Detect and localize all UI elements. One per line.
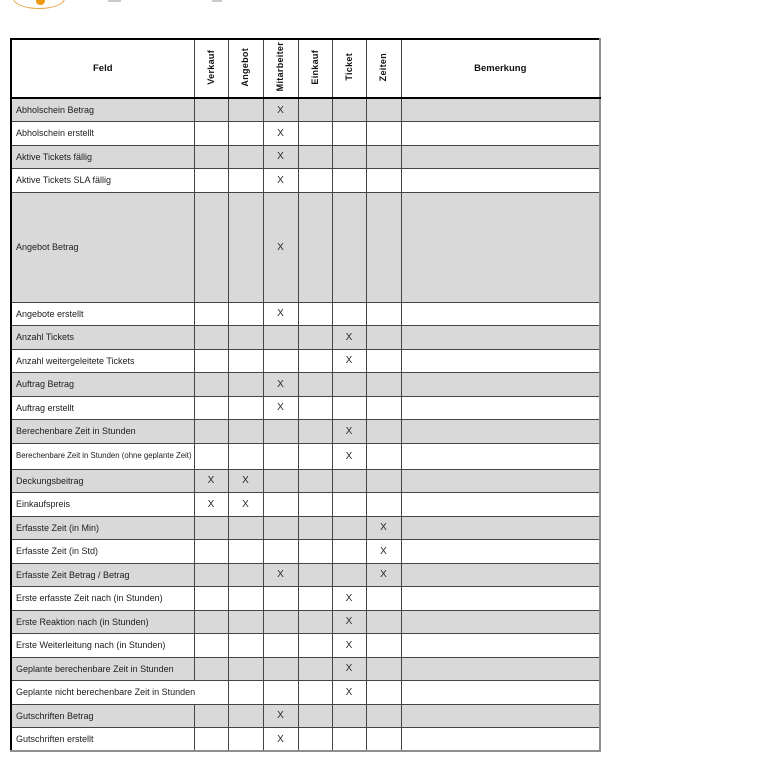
bemerkung-cell — [401, 302, 600, 326]
mark-cell-einkauf — [298, 704, 332, 728]
mark-cell-mitarbeiter — [263, 516, 298, 540]
field-name-cell: Erste Reaktion nach (in Stunden) — [11, 610, 194, 634]
bemerkung-cell — [401, 516, 600, 540]
mark-cell-zeiten — [366, 657, 401, 681]
table-row — [11, 493, 600, 517]
mark-cell-mitarbeiter: X — [263, 169, 298, 193]
bemerkung-cell — [401, 634, 600, 658]
mark-cell-einkauf — [298, 302, 332, 326]
table-row — [11, 540, 600, 564]
mark-cell-angebot — [228, 610, 263, 634]
mark-cell-einkauf — [298, 681, 332, 705]
mark-cell-einkauf — [298, 373, 332, 397]
mark-cell-mitarbeiter: X — [263, 302, 298, 326]
field-name-cell: Berechenbare Zeit in Stunden — [11, 420, 194, 444]
mark-cell-zeiten — [366, 704, 401, 728]
mark-cell-einkauf — [298, 634, 332, 658]
mark-cell-einkauf — [298, 443, 332, 469]
mark-cell-zeiten: X — [366, 540, 401, 564]
mark-cell-zeiten — [366, 169, 401, 193]
mark-cell-ticket — [332, 493, 366, 517]
mark-cell-zeiten — [366, 145, 401, 169]
mark-cell-zeiten — [366, 326, 401, 350]
bemerkung-cell — [401, 704, 600, 728]
mark-cell-mitarbeiter — [263, 443, 298, 469]
bemerkung-cell — [401, 610, 600, 634]
mark-cell-zeiten — [366, 396, 401, 420]
field-name-cell: Erfasste Zeit Betrag / Betrag — [11, 563, 194, 587]
mark-cell-zeiten — [366, 443, 401, 469]
bemerkung-cell — [401, 420, 600, 444]
mark-cell-verkauf — [194, 122, 228, 146]
table-row — [11, 563, 600, 587]
mark-cell-ticket — [332, 169, 366, 193]
mark-cell-einkauf — [298, 349, 332, 373]
mark-cell-zeiten — [366, 349, 401, 373]
mark-cell-verkauf — [194, 98, 228, 122]
field-name-cell: Angebote erstellt — [11, 302, 194, 326]
column-header-mitarbeiter — [263, 39, 298, 98]
mark-cell-verkauf — [194, 681, 228, 705]
mark-cell-zeiten — [366, 373, 401, 397]
table-row — [11, 516, 600, 540]
mark-cell-angebot — [228, 169, 263, 193]
mark-cell-mitarbeiter: X — [263, 563, 298, 587]
mark-cell-ticket: X — [332, 681, 366, 705]
mark-cell-ticket: X — [332, 326, 366, 350]
bemerkung-cell — [401, 122, 600, 146]
mark-cell-verkauf — [194, 540, 228, 564]
mark-cell-angebot — [228, 516, 263, 540]
bemerkung-cell — [401, 469, 600, 493]
mark-cell-einkauf — [298, 420, 332, 444]
mark-cell-ticket — [332, 302, 366, 326]
mark-cell-zeiten — [366, 302, 401, 326]
mark-cell-angebot — [228, 443, 263, 469]
mark-cell-verkauf — [194, 396, 228, 420]
mark-cell-ticket: X — [332, 349, 366, 373]
mark-cell-zeiten — [366, 420, 401, 444]
mark-cell-einkauf — [298, 657, 332, 681]
mark-cell-einkauf — [298, 169, 332, 193]
column-header-ticket — [332, 39, 366, 98]
field-name-cell: Erfasste Zeit (in Std) — [11, 540, 194, 564]
column-header-einkauf-label: Einkauf — [309, 49, 320, 85]
column-header-angebot — [228, 39, 263, 98]
column-header-verkauf — [194, 39, 228, 98]
mark-cell-zeiten — [366, 728, 401, 752]
bemerkung-cell — [401, 493, 600, 517]
mark-cell-ticket: X — [332, 634, 366, 658]
mark-cell-ticket: X — [332, 610, 366, 634]
field-name-cell: Angebot Betrag — [11, 192, 194, 302]
mark-cell-mitarbeiter: X — [263, 728, 298, 752]
table-row — [11, 420, 600, 444]
mark-cell-mitarbeiter — [263, 540, 298, 564]
table-row — [11, 98, 600, 122]
mark-cell-einkauf — [298, 192, 332, 302]
mark-cell-verkauf — [194, 169, 228, 193]
mark-cell-einkauf — [298, 122, 332, 146]
bemerkung-cell — [401, 681, 600, 705]
mark-cell-mitarbeiter: X — [263, 98, 298, 122]
field-name-cell: Auftrag erstellt — [11, 396, 194, 420]
mark-cell-verkauf — [194, 420, 228, 444]
field-name-cell: Aktive Tickets fällig — [11, 145, 194, 169]
mark-cell-verkauf: X — [194, 469, 228, 493]
field-name-cell: Gutschriften erstellt — [11, 728, 194, 752]
column-header-zeiten — [366, 39, 401, 98]
bemerkung-cell — [401, 349, 600, 373]
mark-cell-verkauf — [194, 587, 228, 611]
mark-cell-angebot — [228, 587, 263, 611]
mark-cell-mitarbeiter: X — [263, 704, 298, 728]
mark-cell-ticket — [332, 373, 366, 397]
mark-cell-ticket: X — [332, 587, 366, 611]
field-matrix-table — [10, 38, 601, 752]
bemerkung-cell — [401, 540, 600, 564]
mark-cell-angebot — [228, 302, 263, 326]
bemerkung-cell — [401, 728, 600, 752]
field-name-cell: Einkaufspreis — [11, 493, 194, 517]
mark-cell-angebot — [228, 563, 263, 587]
header-row — [11, 39, 600, 98]
table-row — [11, 443, 600, 469]
mark-cell-einkauf — [298, 98, 332, 122]
mark-cell-verkauf — [194, 192, 228, 302]
field-name-cell: Erste erfasste Zeit nach (in Stunden) — [11, 587, 194, 611]
mark-cell-ticket — [332, 704, 366, 728]
column-header-feld: Feld — [11, 39, 194, 98]
field-name-cell: Anzahl weitergeleitete Tickets — [11, 349, 194, 373]
bemerkung-cell — [401, 373, 600, 397]
field-name-cell: Abholschein Betrag — [11, 98, 194, 122]
mark-cell-verkauf — [194, 302, 228, 326]
column-header-zeiten-label: Zeiten — [378, 52, 388, 82]
mark-cell-angebot — [228, 420, 263, 444]
column-header-einkauf — [298, 39, 332, 98]
mark-cell-verkauf — [194, 516, 228, 540]
table-row — [11, 192, 600, 302]
mark-cell-einkauf — [298, 326, 332, 350]
table-row — [11, 349, 600, 373]
mark-cell-ticket — [332, 728, 366, 752]
mark-cell-mitarbeiter: X — [263, 192, 298, 302]
field-name-cell: Abholschein erstellt — [11, 122, 194, 146]
field-name-cell: Auftrag Betrag — [11, 373, 194, 397]
mark-cell-angebot — [228, 681, 263, 705]
mark-cell-einkauf — [298, 540, 332, 564]
mark-cell-mitarbeiter — [263, 587, 298, 611]
mark-cell-verkauf — [194, 349, 228, 373]
table-row — [11, 587, 600, 611]
field-name-cell: Erfasste Zeit (in Min) — [11, 516, 194, 540]
field-name-cell: Gutschriften Betrag — [11, 704, 194, 728]
mark-cell-ticket: X — [332, 657, 366, 681]
bemerkung-cell — [401, 326, 600, 350]
mark-cell-mitarbeiter — [263, 657, 298, 681]
mark-cell-ticket — [332, 396, 366, 420]
mark-cell-angebot — [228, 728, 263, 752]
mark-cell-einkauf — [298, 396, 332, 420]
table-row — [11, 469, 600, 493]
field-name-cell: Aktive Tickets SLA fällig — [11, 169, 194, 193]
table-row — [11, 657, 600, 681]
mark-cell-verkauf — [194, 373, 228, 397]
table-row — [11, 610, 600, 634]
mark-cell-mitarbeiter — [263, 610, 298, 634]
field-name-cell: Geplante nicht berechenbare Zeit in Stunden — [11, 681, 194, 705]
mark-cell-angebot — [228, 704, 263, 728]
mark-cell-einkauf — [298, 563, 332, 587]
mark-cell-einkauf — [298, 145, 332, 169]
mark-cell-ticket — [332, 516, 366, 540]
column-header-verkauf-label: Verkauf — [205, 49, 216, 85]
clipped-letterhead-text — [108, 0, 121, 2]
mark-cell-mitarbeiter: X — [263, 396, 298, 420]
mark-cell-mitarbeiter — [263, 326, 298, 350]
mark-cell-verkauf — [194, 704, 228, 728]
clipped-letterhead-text — [212, 0, 222, 2]
mark-cell-zeiten — [366, 98, 401, 122]
mark-cell-angebot — [228, 373, 263, 397]
mark-cell-ticket — [332, 563, 366, 587]
mark-cell-angebot — [228, 326, 263, 350]
mark-cell-angebot — [228, 540, 263, 564]
table-row — [11, 728, 600, 752]
mark-cell-mitarbeiter: X — [263, 145, 298, 169]
field-name-cell: Anzahl Tickets — [11, 326, 194, 350]
mark-cell-mitarbeiter: X — [263, 373, 298, 397]
mark-cell-zeiten — [366, 610, 401, 634]
field-name-cell: Geplante berechenbare Zeit in Stunden — [11, 657, 194, 681]
mark-cell-ticket: X — [332, 420, 366, 444]
mark-cell-zeiten: X — [366, 563, 401, 587]
mark-cell-verkauf — [194, 326, 228, 350]
bemerkung-cell — [401, 396, 600, 420]
mark-cell-angebot — [228, 122, 263, 146]
letterhead — [0, 0, 775, 30]
bemerkung-cell — [401, 657, 600, 681]
bemerkung-cell — [401, 443, 600, 469]
table-row — [11, 326, 600, 350]
column-header-ticket-label: Ticket — [343, 53, 354, 81]
mark-cell-verkauf — [194, 563, 228, 587]
mark-cell-angebot — [228, 657, 263, 681]
mark-cell-mitarbeiter — [263, 349, 298, 373]
mark-cell-ticket — [332, 98, 366, 122]
mark-cell-zeiten — [366, 587, 401, 611]
mark-cell-zeiten — [366, 192, 401, 302]
mark-cell-einkauf — [298, 469, 332, 493]
table-row — [11, 396, 600, 420]
mark-cell-mitarbeiter: X — [263, 122, 298, 146]
table-row — [11, 681, 600, 705]
table-body — [11, 98, 600, 751]
table-row — [11, 169, 600, 193]
mark-cell-ticket — [332, 192, 366, 302]
mark-cell-ticket — [332, 122, 366, 146]
table-row — [11, 704, 600, 728]
mark-cell-mitarbeiter — [263, 681, 298, 705]
field-name-cell: Berechenbare Zeit in Stunden (ohne geplante Zeit) — [11, 443, 194, 469]
bemerkung-cell — [401, 587, 600, 611]
column-header-bemerkung: Bemerkung — [401, 39, 600, 98]
mark-cell-verkauf: X — [194, 493, 228, 517]
bemerkung-cell — [401, 145, 600, 169]
mark-cell-einkauf — [298, 610, 332, 634]
mark-cell-ticket — [332, 145, 366, 169]
mark-cell-zeiten: X — [366, 516, 401, 540]
mark-cell-angebot — [228, 634, 263, 658]
bemerkung-cell — [401, 563, 600, 587]
table-row — [11, 145, 600, 169]
bemerkung-cell — [401, 192, 600, 302]
mark-cell-ticket — [332, 469, 366, 493]
table-row — [11, 634, 600, 658]
column-header-mitarbeiter-label: Mitarbeiter — [275, 42, 285, 92]
mark-cell-zeiten — [366, 469, 401, 493]
mark-cell-einkauf — [298, 516, 332, 540]
mark-cell-angebot: X — [228, 493, 263, 517]
mark-cell-zeiten — [366, 122, 401, 146]
mark-cell-zeiten — [366, 681, 401, 705]
table-row — [11, 302, 600, 326]
mark-cell-angebot — [228, 396, 263, 420]
field-name-cell: Deckungsbeitrag — [11, 469, 194, 493]
mark-cell-ticket — [332, 540, 366, 564]
mark-cell-mitarbeiter — [263, 469, 298, 493]
mark-cell-angebot: X — [228, 469, 263, 493]
mark-cell-einkauf — [298, 493, 332, 517]
mark-cell-verkauf — [194, 634, 228, 658]
table-row — [11, 122, 600, 146]
mark-cell-angebot — [228, 145, 263, 169]
mark-cell-verkauf — [194, 443, 228, 469]
mark-cell-angebot — [228, 192, 263, 302]
bemerkung-cell — [401, 98, 600, 122]
mark-cell-zeiten — [366, 634, 401, 658]
mark-cell-verkauf — [194, 657, 228, 681]
mark-cell-mitarbeiter — [263, 420, 298, 444]
field-name-cell: Erste Weiterleitung nach (in Stunden) — [11, 634, 194, 658]
mark-cell-verkauf — [194, 610, 228, 634]
mark-cell-verkauf — [194, 145, 228, 169]
mark-cell-verkauf — [194, 728, 228, 752]
mark-cell-mitarbeiter — [263, 493, 298, 517]
mark-cell-einkauf — [298, 587, 332, 611]
mark-cell-angebot — [228, 349, 263, 373]
mark-cell-zeiten — [366, 493, 401, 517]
mark-cell-ticket: X — [332, 443, 366, 469]
mark-cell-mitarbeiter — [263, 634, 298, 658]
bemerkung-cell — [401, 169, 600, 193]
mark-cell-angebot — [228, 98, 263, 122]
column-header-angebot-label: Angebot — [240, 47, 250, 87]
table-row — [11, 373, 600, 397]
mark-cell-einkauf — [298, 728, 332, 752]
